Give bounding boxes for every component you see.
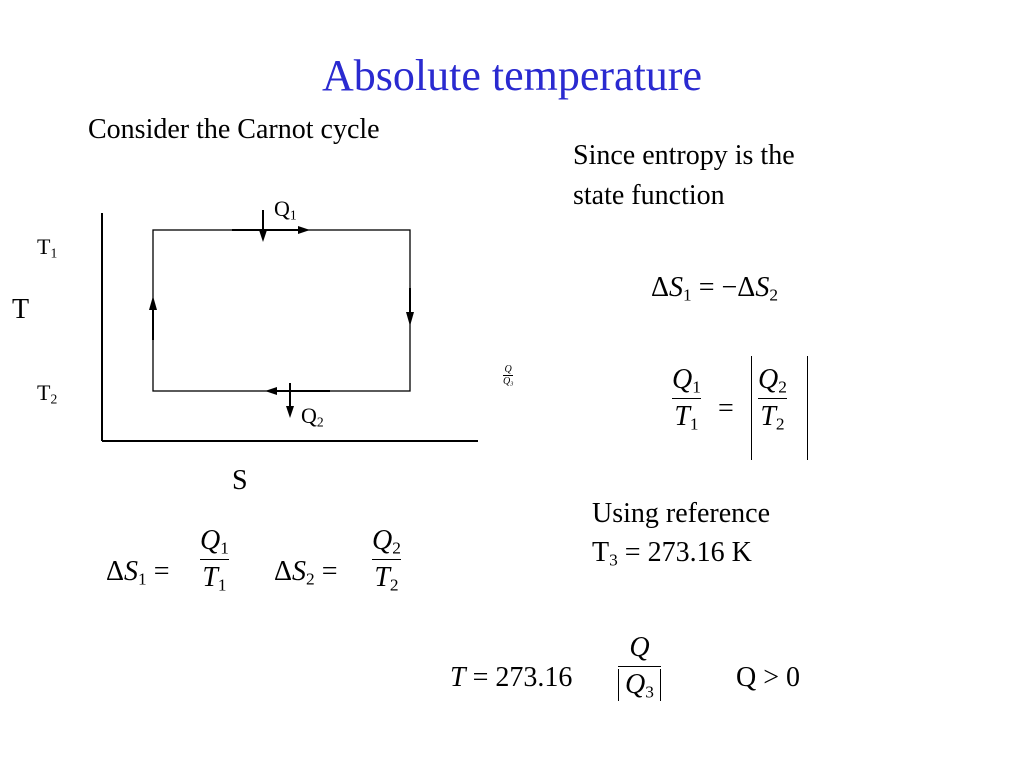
small-ratio: Q $Q_3$ [503, 364, 514, 388]
t1-label: $T_1$ [37, 234, 58, 261]
q2-label: $Q_2$ [301, 403, 324, 430]
cycle-rectangle [153, 230, 410, 391]
reference-line-2: $T_3 = 273.16$ K [592, 537, 752, 570]
t2-label: $T_2$ [37, 380, 58, 407]
temperature-definition: T = 273.16 [450, 662, 573, 693]
positive-q-condition: Q > 0 [736, 662, 801, 693]
ratio-q1-t1: $Q_1$ $T_1$ [672, 364, 701, 434]
q2-arrowhead [286, 406, 294, 418]
ratio-q2-t2-lower: $Q_2$ $T_2$ [372, 525, 401, 595]
t-axis-label: T [12, 294, 30, 325]
equals-sign: = [718, 393, 734, 424]
ratio-q2-t2: $Q_2$ $T_2$ [758, 364, 787, 434]
note-line-2: state function [573, 180, 725, 211]
q1-arrowhead [259, 230, 267, 242]
slide-title: Absolute temperature [322, 51, 702, 100]
right-down-arrowhead [406, 312, 414, 326]
entropy-equality: $\Delta S_1 = -\Delta S_2$ [651, 272, 778, 305]
ratio-q1-t1-lower: $Q_1$ $T_1$ [200, 525, 229, 595]
q1-label: $Q_1$ [274, 196, 297, 223]
bottom-left-arrowhead [265, 387, 277, 395]
top-right-arrowhead [298, 226, 310, 234]
s-axis-label: S [232, 465, 248, 496]
ratio-q-q3: Q $Q_3$ [618, 632, 661, 701]
intro-text: Consider the Carnot cycle [88, 114, 380, 145]
delta-s1: $\Delta S_1$ = [106, 556, 170, 589]
delta-s2: $\Delta S_2$ = [274, 556, 338, 589]
reference-line-1: Using reference [592, 498, 771, 529]
note-line-1: Since entropy is the [573, 140, 795, 171]
left-up-arrowhead [149, 296, 157, 310]
